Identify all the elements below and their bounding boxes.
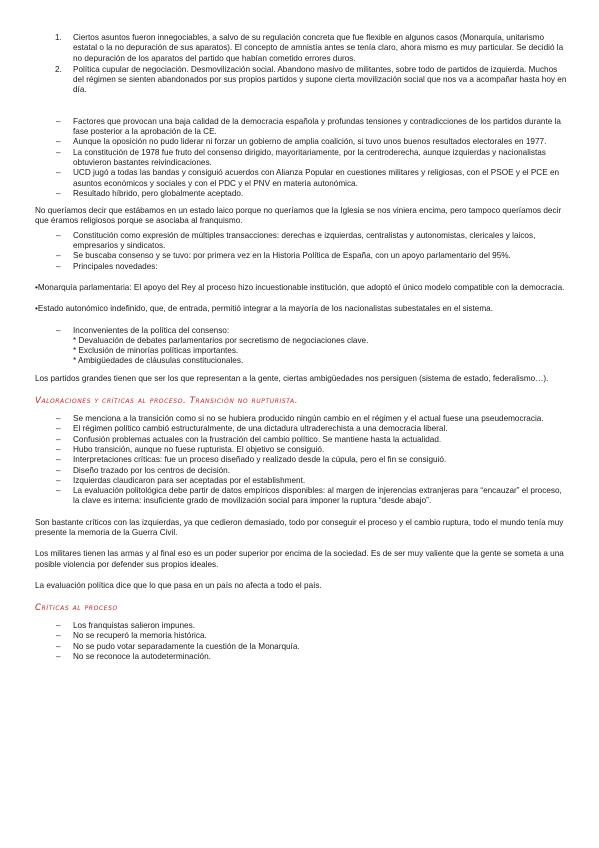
sub-item: * Devaluación de debates parlamentarios por secretismo de negociaciones clave. — [73, 335, 369, 345]
list-item: – UCD jugó a todas las bandas y consiguió acuerdos con Alianza Popular en cuestiones militares y religiosas, con el PSOE y el PCE en asuntos económicos y sociales y con el PDC y el PNV en materia autonómica. — [35, 168, 567, 189]
paragraph: Los militares tienen las armas y al final eso es un poder superior por encima de la sociedad. Es de ser muy valiente que la gente se someta a una posible violencia por defender sus propios ideales. — [35, 549, 564, 569]
paragraph: Son bastante críticos con las izquierdas, ya que cedieron demasiado, todo por conseguir el proceso y el cambio ruptura, todo el mundo tenía muy presente la memoria de la Guerra Civil. — [35, 517, 564, 537]
sub-item: * Exclusión de minorías políticas importantes. — [73, 346, 239, 356]
list-item: – Diseño trazado por los centros de decisión. — [35, 466, 567, 476]
list-item: – Principales novedades: — [35, 262, 567, 272]
document-content — [35, 33, 567, 662]
list-item: – Hubo transición, aunque no fuese rupturista. El objetivo se consiguió. — [35, 445, 567, 455]
numbered-item — [35, 65, 567, 96]
list-item: – Resultado híbrido, pero globalmente aceptado. — [35, 189, 567, 199]
list-item: – Los franquistas salieron impunes. — [35, 621, 567, 631]
list-item: – Se menciona a la transición como si no se hubiera producido ningún cambio en el régimen y el actual fuese una pseudemocracia. — [35, 414, 567, 424]
list-item: – Se buscaba consenso y se tuvo: por primera vez en la Historia Política de España, con un apoyo parlamentario del 95%. — [35, 251, 567, 261]
sub-item: * Ambigüedades de cláusulas constitucionales. — [73, 356, 244, 366]
item-text: Ciertos asuntos fueron innegociables, a salvo de su regulación concreta que fue flexible en algunos casos (Monarquía, unitarismo estatal o la no depuración de sus aparatos). El concepto de amnistía antes se tenía claro, ahora mismo es muy particular. Se decidió la no depuración de los aparatos del partido que habían cometido errores duros. — [73, 33, 564, 63]
section-heading — [35, 395, 567, 407]
paragraph: No queríamos decir que estábamos en un estado laico porque no queríamos que la Iglesia se nos viniera encima, pero tampoco queríamos decir que éramos religiosos porque se asociaba al franquismo. — [35, 206, 562, 226]
dash-list-criticisms — [35, 621, 567, 662]
list-item: – La evaluación politológica debe partir de datos empíricos disponibles: al margen de injerencias extranjeras para “encauzar” el proceso, la clave es interna: insuficiente grado de movilización social para imponer la ruptura “desde abajo”. — [35, 486, 567, 507]
list-item: – Inconvenientes de la política del consenso: — [35, 326, 567, 336]
numbered-list — [35, 33, 567, 96]
dash-list-factors — [35, 117, 567, 199]
list-item: – Aunque la oposición no pudo liderar ni forzar un gobierno de amplia coalición, si tuvo unos buenos resultados electorales en 1977. — [35, 137, 567, 147]
list-item: – La constitución de 1978 fue fruto del consenso dirigido, mayoritariamente, por la centroderecha, aunque izquierdas y nacionalistas obtuvieron bastantes reivindicaciones. — [35, 148, 567, 169]
list-item: – Izquierdas claudicaron para ser aceptadas por el establishment. — [35, 476, 567, 486]
section-heading-text: Críticas al proceso — [35, 603, 118, 614]
list-item: – Constitución como expresión de múltiples transacciones: derechas e izquierdas, centralistas y autonomistas, clericales y laicos, empresarios y sindicatos. — [35, 231, 567, 252]
paragraph: •Monarquía parlamentaria: El apoyo del Rey al proceso hizo incuestionable institución, que adoptó el único modelo compatible con la democracia. — [35, 282, 565, 292]
item-number: 2. — [55, 64, 62, 74]
dash-list-inconvenients — [35, 326, 567, 336]
list-item: – No se pudo votar separadamente la cuestión de la Monarquía. — [35, 642, 567, 652]
section-heading — [35, 602, 567, 614]
item-number: 1. — [55, 33, 62, 42]
paragraph: Los partidos grandes tienen que ser los que representan a la gente, ciertas ambigüedades nos persiguen (sistema de estado, federalismo…). — [35, 373, 549, 383]
sub-list — [35, 336, 567, 367]
list-item: – Factores que provocan una baja calidad de la democracia española y profundas tensiones y contradicciones de los partidos durante la fase posterior a la aprobación de la CE. — [35, 117, 567, 138]
list-item: – Interpretaciones críticas: fue un proceso diseñado y realizado desde la cúpula, pero el fin se consiguió. — [35, 455, 567, 465]
list-item: – No se recuperó la memoria histórica. — [35, 631, 567, 641]
list-item: – El régimen político cambió estructuralmente, de una dictadura ultraderechista a una democracia liberal. — [35, 424, 567, 434]
list-item: – Confusión problemas actuales con la frustración del cambio político. Se mantiene hasta la actualidad. — [35, 435, 567, 445]
section-heading-text: Valoraciones y críticas al proceso. Transición no rupturista. — [35, 396, 299, 407]
numbered-item — [35, 33, 567, 64]
list-item: – No se reconoce la autodeterminación. — [35, 652, 567, 662]
item-text: Política cupular de negociación. Desmovilización social. Abandono masivo de militantes, sobre todo de partidos de izquierda. Muchos del régimen se sienten abandonados por sus propios partidos y supone cierta movilización social que nos va a acompañar hasta hoy en día. — [73, 64, 567, 95]
dash-list-constitution — [35, 231, 567, 272]
dash-list-valuations — [35, 414, 567, 507]
paragraph: La evaluación política dice que lo que pasa en un país no afecta a todo el país. — [35, 580, 322, 590]
paragraph: •Estado autonómico indefinido, que, de entrada, permitió integrar a la mayoría de los nacionalistas subestatales en el sistema. — [35, 304, 493, 314]
